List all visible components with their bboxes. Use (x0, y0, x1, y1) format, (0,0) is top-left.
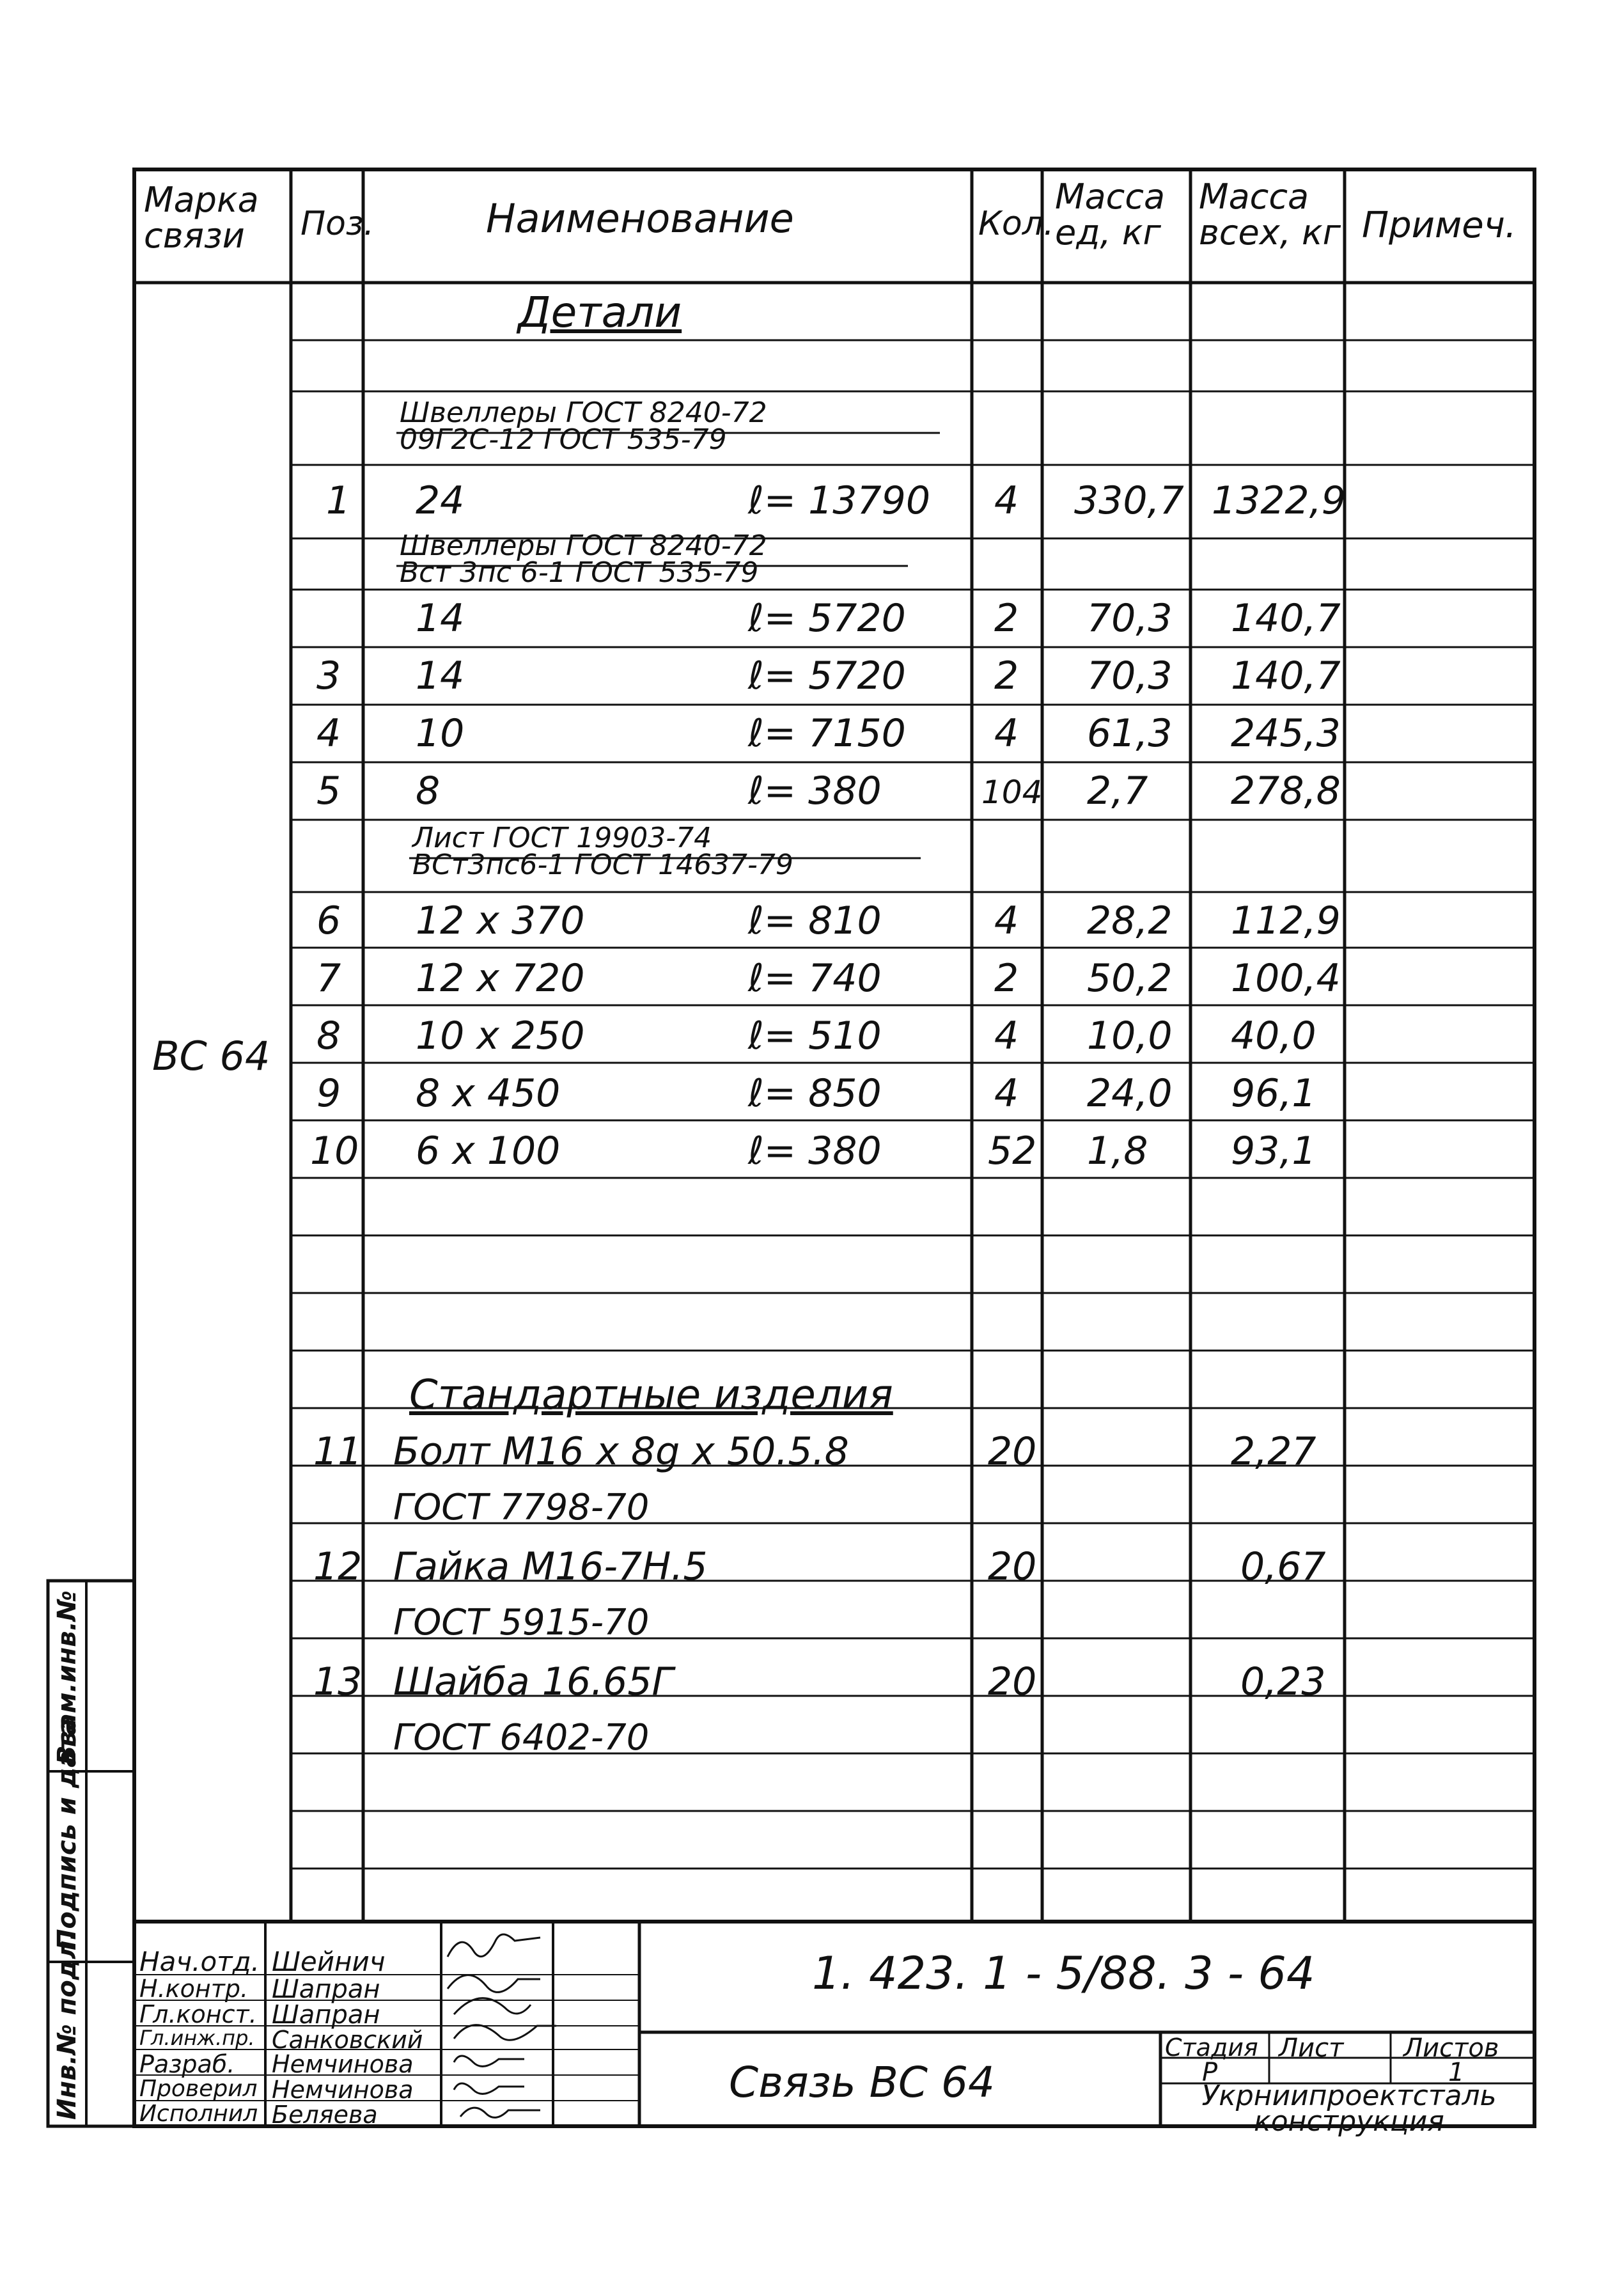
row-9-mass-unit: 24,0 (1087, 1071, 1173, 1116)
document-title: Связь ВС 64 (729, 2058, 995, 2107)
side-signature-date: Подпись и дата (52, 1718, 82, 1950)
row-8-name: 10 x 250 (416, 1014, 585, 1058)
staff-name-5: Немчинова (272, 2050, 414, 2078)
row-10-length: ℓ= 380 (748, 1129, 882, 1173)
row-8-qty: 4 (994, 1014, 1019, 1058)
staff-role-6: Проверил (139, 2076, 258, 2102)
row-1-mass-unit: 330,7 (1074, 478, 1184, 523)
std-2-gost: ГОСТ 5915-70 (393, 1602, 650, 1643)
group-header-3: Лист ГОСТ 19903-74 ВСт3пс6-1 ГОСТ 14637-79 (412, 822, 793, 881)
row-8-mass-unit: 10,0 (1087, 1014, 1173, 1058)
row-6-pos: 6 (316, 898, 341, 943)
row-3-pos: 3 (316, 654, 341, 698)
header-note: Примеч. (1362, 205, 1517, 246)
row-4-qty: 4 (994, 711, 1019, 756)
row-6-qty: 4 (994, 898, 1019, 943)
group-header-1: Швеллеры ГОСТ 8240-72 09Г2С-12 ГОСТ 535-79 (400, 396, 767, 456)
row-2-mass-total: 140,7 (1231, 596, 1341, 641)
connection-mark: ВС 64 (152, 1033, 270, 1079)
header-mark: Марка связи (144, 180, 259, 256)
row-10-name: 6 x 100 (416, 1129, 561, 1173)
row-9-length: ℓ= 850 (748, 1071, 882, 1116)
std-3-mass-total: 0,23 (1240, 1659, 1326, 1704)
row-7-pos: 7 (316, 956, 341, 1001)
row-2-name: 14 (416, 596, 465, 641)
header-mass-unit: Масса ед, кг (1055, 176, 1166, 253)
std-1-pos: 11 (313, 1429, 363, 1474)
row-4-name: 10 (416, 711, 465, 756)
row-5-pos: 5 (316, 769, 341, 813)
std-1-gost: ГОСТ 7798-70 (393, 1487, 650, 1528)
document-code: 1. 423. 1 - 5/88. 3 - 64 (812, 1947, 1315, 2000)
header-name: Наименование (486, 195, 794, 242)
organization: Укрниипроектсталь конструкция (1201, 2080, 1497, 2138)
staff-name-4: Санковский (272, 2026, 423, 2054)
std-2-name: Гайка М16-7Н.5 (393, 1544, 708, 1589)
sheets-value: 1 (1448, 2058, 1465, 2087)
row-9-mass-total: 96,1 (1231, 1071, 1316, 1116)
staff-role-4: Гл.инж.пр. (139, 2026, 255, 2050)
std-2-pos: 12 (313, 1544, 363, 1589)
staff-role-3: Гл.конст. (139, 2000, 257, 2028)
row-1-pos: 1 (326, 478, 351, 523)
row-5-name: 8 (416, 769, 441, 813)
std-1-qty: 20 (988, 1429, 1037, 1474)
row-5-length: ℓ= 380 (748, 769, 882, 813)
row-5-mass-total: 278,8 (1231, 769, 1341, 813)
staff-name-7: Беляева (272, 2101, 378, 2129)
staff-name-6: Немчинова (272, 2076, 414, 2104)
section-standard: Стандартные изделия (409, 1372, 893, 1419)
header-pos: Поз. (301, 205, 375, 243)
staff-role-5: Разраб. (139, 2050, 235, 2078)
side-inv-number: Инв.№ подл. (52, 1931, 82, 2120)
row-8-length: ℓ= 510 (748, 1014, 882, 1058)
row-9-name: 8 x 450 (416, 1071, 561, 1116)
row-4-mass-unit: 61,3 (1087, 711, 1173, 756)
row-6-name: 12 x 370 (416, 898, 585, 943)
row-1-mass-total: 1322,9 (1212, 478, 1346, 523)
row-6-mass-total: 112,9 (1231, 898, 1341, 943)
header-qty: Кол. (978, 205, 1054, 243)
stage-value: Р (1202, 2058, 1218, 2087)
staff-name-1: Шейнич (272, 1946, 386, 1977)
row-7-length: ℓ= 740 (748, 956, 882, 1001)
row-8-pos: 8 (316, 1014, 341, 1058)
staff-name-3: Шапран (272, 2000, 380, 2030)
std-3-qty: 20 (988, 1659, 1037, 1704)
row-1-name: 24 (416, 478, 465, 523)
staff-role-7: Исполнил (139, 2101, 258, 2127)
row-5-qty: 104 (981, 774, 1043, 811)
side-replace-inv: Взам.инв.№ (52, 1590, 82, 1765)
row-4-length: ℓ= 7150 (748, 711, 906, 756)
row-4-mass-total: 245,3 (1231, 711, 1341, 756)
row-4-pos: 4 (316, 711, 341, 756)
row-1-length: ℓ= 13790 (748, 478, 930, 523)
row-6-length: ℓ= 810 (748, 898, 882, 943)
staff-role-1: Нач.отд. (139, 1946, 260, 1977)
row-9-qty: 4 (994, 1071, 1019, 1116)
std-1-name: Болт М16 x 8g x 50.5.8 (393, 1429, 849, 1474)
header-mass-total: Масса всех, кг (1199, 176, 1341, 253)
std-3-pos: 13 (313, 1659, 363, 1704)
row-2-qty: 2 (994, 596, 1019, 641)
row-10-qty: 52 (988, 1129, 1037, 1173)
row-10-pos: 10 (310, 1129, 359, 1173)
row-3-mass-total: 140,7 (1231, 654, 1341, 698)
row-3-mass-unit: 70,3 (1087, 654, 1173, 698)
row-1-qty: 4 (994, 478, 1019, 523)
staff-name-2: Шапран (272, 1975, 380, 2004)
group-header-2: Швеллеры ГОСТ 8240-72 Вст 3пс 6-1 ГОСТ 535-79 (400, 529, 767, 589)
staff-role-2: Н.контр. (139, 1975, 249, 2003)
row-7-name: 12 x 720 (416, 956, 585, 1001)
std-3-name: Шайба 16.65Г (393, 1659, 673, 1704)
row-7-mass-unit: 50,2 (1087, 956, 1173, 1001)
std-2-qty: 20 (988, 1544, 1037, 1589)
row-9-pos: 9 (316, 1071, 341, 1116)
row-3-name: 14 (416, 654, 465, 698)
sheets-label: Листов (1403, 2033, 1499, 2063)
row-5-mass-unit: 2,7 (1087, 769, 1148, 813)
row-3-length: ℓ= 5720 (748, 654, 906, 698)
section-details: Детали (518, 288, 682, 337)
std-1-mass-total: 2,27 (1231, 1429, 1316, 1474)
std-2-mass-total: 0,67 (1240, 1544, 1326, 1589)
stage-label: Стадия (1165, 2033, 1258, 2062)
row-10-mass-unit: 1,8 (1087, 1129, 1148, 1173)
row-6-mass-unit: 28,2 (1087, 898, 1173, 943)
std-3-gost: ГОСТ 6402-70 (393, 1717, 650, 1759)
row-2-length: ℓ= 5720 (748, 596, 906, 641)
row-3-qty: 2 (994, 654, 1019, 698)
row-10-mass-total: 93,1 (1231, 1129, 1316, 1173)
row-7-qty: 2 (994, 956, 1019, 1001)
row-7-mass-total: 100,4 (1231, 956, 1341, 1001)
row-2-mass-unit: 70,3 (1087, 596, 1173, 641)
row-8-mass-total: 40,0 (1231, 1014, 1316, 1058)
sheet-label: Лист (1279, 2033, 1344, 2063)
